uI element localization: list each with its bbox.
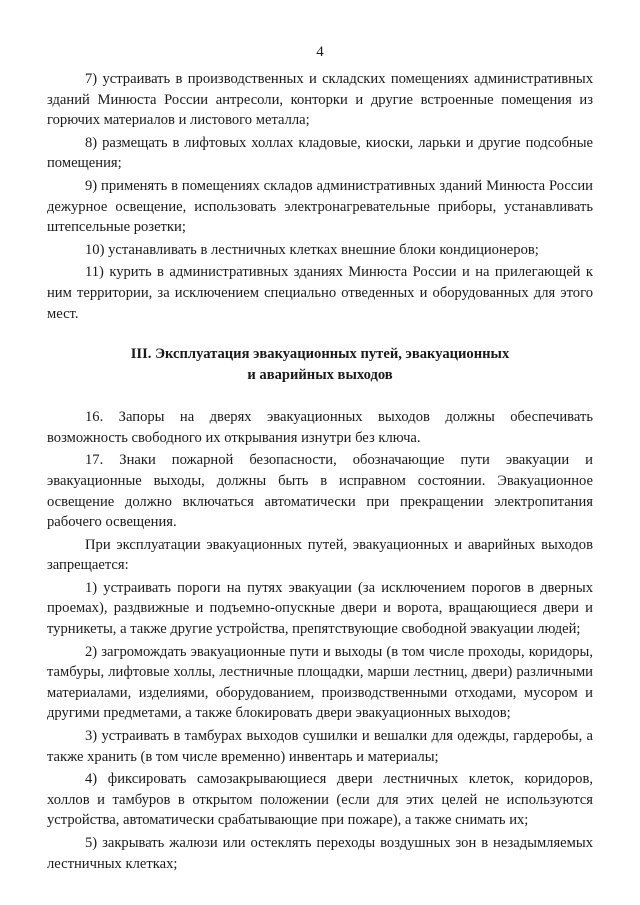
list-item: 9) применять в помещениях складов административных зданий Минюста России дежурное освещение, использовать электронагревательные приборы, устанавливать штепсельные розетки; [47, 177, 593, 236]
paragraph: 17. Знаки пожарной безопасности, обозначающие пути эвакуации и эвакуационные выходы, должны быть в исправном состоянии. Эвакуационное освещение должно включаться автоматически при прекращении электропитания рабочего освещения. [47, 452, 593, 531]
document-body [47, 69, 593, 876]
list-item: 11) курить в административных зданиях Минюста России и на прилегающей к ним территории, за исключением специально отведенных и оборудованных для этого мест. [47, 264, 593, 322]
list-item: 7) устраивать в производственных и складских помещениях административных зданий Минюста России антресоли, конторки и другие встроенные помещения из горючих материалов и листового металла; [47, 71, 593, 129]
page-number: 4 [316, 44, 324, 60]
list-item: 5) закрывать жалюзи или остеклять переходы воздушных зон в незадымляемых лестничных клетках; [47, 835, 593, 872]
section-heading-line: III. Эксплуатация эвакуационных путей, эвакуационных [130, 346, 510, 363]
list-item: 10) устанавливать в лестничных клетках внешние блоки кондиционеров; [85, 241, 539, 258]
list-item: 3) устраивать в тамбурах выходов сушилки и вешалки для одежды, гардеробы, а также хранить (в том числе временно) инвентарь и материалы; [47, 728, 593, 765]
list-item: 8) размещать в лифтовых холлах кладовые, киоски, ларьки и другие подсобные помещения; [47, 134, 593, 172]
section-heading-line: и аварийных выходов [247, 367, 393, 384]
list-item: 4) фиксировать самозакрывающиеся двери лестничных клеток, коридоров, холлов и тамбуров в открытом положении (если для этих целей не используются устройства, автоматически срабатывающие при пожаре), а также снимать их; [47, 771, 593, 829]
paragraph: 16. Запоры на дверях эвакуационных выходов должны обеспечивать возможность свободного их открывания изнутри без ключа. [47, 409, 593, 446]
list-item: 1) устраивать пороги на путях эвакуации (за исключением порогов в дверных проемах), раздвижные и подъемно-опускные двери и ворота, вращающиеся двери и турникеты, а также другие устройства, препятствующие свободной эвакуации людей; [47, 579, 593, 638]
list-item: 2) загромождать эвакуационные пути и выходы (в том числе проходы, коридоры, тамбуры, лифтовые холлы, лестничные площадки, марши лестниц, двери) различными материалами, изделиями, оборудованием, производственными отходами, мусором и другими предметами, а также блокировать двери эвакуационных выходов; [47, 643, 593, 722]
paragraph: При эксплуатации эвакуационных путей, эвакуационных и аварийных выходов запрещается: [47, 536, 593, 574]
section-heading [47, 344, 593, 386]
